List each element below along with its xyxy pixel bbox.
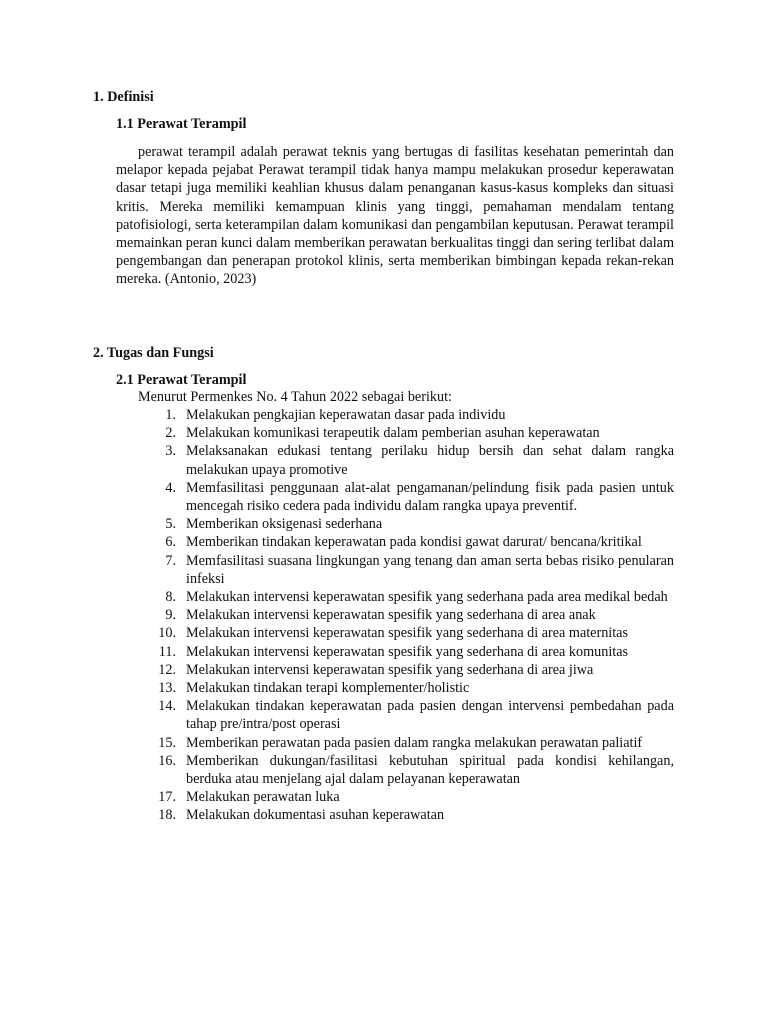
list-item-text: Melakukan dokumentasi asuhan keperawatan: [186, 807, 445, 824]
list-item: [0, 515, 768, 533]
list-item-number: 5.: [165, 516, 176, 533]
list-item-text: Memberikan dukungan/fasilitasi kebutuhan spiritual pada kondisi kehilangan, berduka atau menjelang ajal dalam pelayanan keperawatan: [186, 752, 674, 788]
list-item: [0, 406, 768, 424]
list-item-number: 4.: [165, 479, 176, 496]
list-item-text: Melakukan perawatan luka: [186, 789, 340, 806]
list-item: [0, 752, 768, 788]
subsection-2-1-heading: 2.1 Perawat Terampil: [116, 372, 247, 388]
list-item: [0, 734, 768, 752]
list-item-text: Memfasilitasi suasana lingkungan yang tenang dan aman serta bebas risiko penularan infeksi: [186, 552, 674, 587]
list-item-number: 6.: [165, 534, 176, 551]
list-item-text: Melakukan intervensi keperawatan spesifik yang sederhana di area anak: [186, 607, 596, 624]
list-item: [0, 624, 768, 642]
list-item-number: 9.: [165, 607, 176, 624]
list-item-text: Memberikan tindakan keperawatan pada kondisi gawat darurat/ bencana/kritikal: [186, 534, 642, 551]
list-item: [0, 661, 768, 679]
list-item-number: 16.: [158, 752, 176, 769]
list-item-number: 7.: [165, 552, 176, 569]
list-item-text: Melaksanakan edukasi tentang perilaku hidup bersih dan sehat dalam rangka melakukan upaya promotive: [186, 443, 674, 478]
list-intro: Menurut Permenkes No. 4 Tahun 2022 sebagai berikut:: [138, 389, 452, 405]
list-item: [0, 588, 768, 606]
list-item: [0, 643, 768, 661]
list-item: [0, 788, 768, 806]
list-item: [0, 424, 768, 442]
list-item: [0, 533, 768, 551]
list-item: [0, 479, 768, 515]
list-item-number: 2.: [165, 425, 176, 442]
list-item-text: Memfasilitasi penggunaan alat-alat pengamanan/pelindung fisik pada pasien untuk mencegah risiko cedera pada individu dalam rangka upaya preventif.: [186, 479, 674, 515]
tasks-list: [0, 406, 768, 825]
list-item: [0, 679, 768, 697]
list-item-number: 8.: [165, 589, 176, 606]
list-item-text: Melakukan komunikasi terapeutik dalam pemberian asuhan keperawatan: [186, 425, 600, 442]
list-item-number: 14.: [158, 698, 176, 715]
section-1-heading: 1. Definisi: [93, 89, 154, 105]
list-item-number: 3.: [165, 443, 176, 460]
list-item-number: 18.: [158, 807, 176, 824]
list-item-number: 12.: [158, 661, 176, 678]
definition-paragraph: perawat terampil adalah perawat teknis yang bertugas di fasilitas kesehatan pemerintah dan melapor kepada pejabat Perawat terampil tidak hanya mampu melakukan prosedur keperawatan dasar tetapi juga memiliki keahlian khusus dalam penanganan kasus-kasus kompleks dan situasi kritis. Mereka memiliki kemampuan klinis yang tinggi, pemahaman mendalam tentang patofisiologi, serta keterampilan dalam komunikasi dan pengambilan keputusan. Perawat terampil memainkan peran kunci dalam memberikan perawatan berkualitas tinggi dan sering terlibat dalam pengembangan dan penerapan protokol klinis, serta memberikan bimbingan kepada rekan-rekan mereka. (Antonio, 2023): [116, 144, 674, 288]
section-2-heading: 2. Tugas dan Fungsi: [93, 345, 214, 361]
list-item-number: 15.: [158, 734, 176, 751]
list-item: [0, 606, 768, 624]
list-item-text: Melakukan tindakan terapi komplementer/holistic: [186, 680, 470, 697]
list-item-number: 17.: [158, 789, 176, 806]
list-item-text: Melakukan pengkajian keperawatan dasar pada individu: [186, 407, 506, 423]
list-item: [0, 806, 768, 824]
list-item-text: Melakukan intervensi keperawatan spesifik yang sederhana pada area medikal bedah: [186, 589, 668, 606]
list-item-number: 11.: [158, 643, 176, 660]
subsection-1-1-heading: 1.1 Perawat Terampil: [116, 116, 247, 132]
list-item-number: 13.: [158, 680, 176, 697]
list-item-number: 10.: [158, 625, 176, 642]
list-item-text: Melakukan intervensi keperawatan spesifik yang sederhana di area jiwa: [186, 661, 594, 678]
list-item-text: Melakukan intervensi keperawatan spesifik yang sederhana di area komunitas: [186, 643, 629, 660]
list-item: [0, 552, 768, 588]
list-item: [0, 697, 768, 733]
list-item-text: Memberikan perawatan pada pasien dalam rangka melakukan perawatan paliatif: [186, 734, 643, 751]
list-item: [0, 442, 768, 478]
list-item-text: Melakukan intervensi keperawatan spesifik yang sederhana di area maternitas: [186, 625, 628, 642]
list-item-text: Memberikan oksigenasi sederhana: [186, 516, 383, 533]
list-item-number: 1.: [165, 407, 176, 423]
list-item-text: Melakukan tindakan keperawatan pada pasien dengan intervensi pembedahan pada tahap pre/intra/post operasi: [186, 698, 674, 733]
